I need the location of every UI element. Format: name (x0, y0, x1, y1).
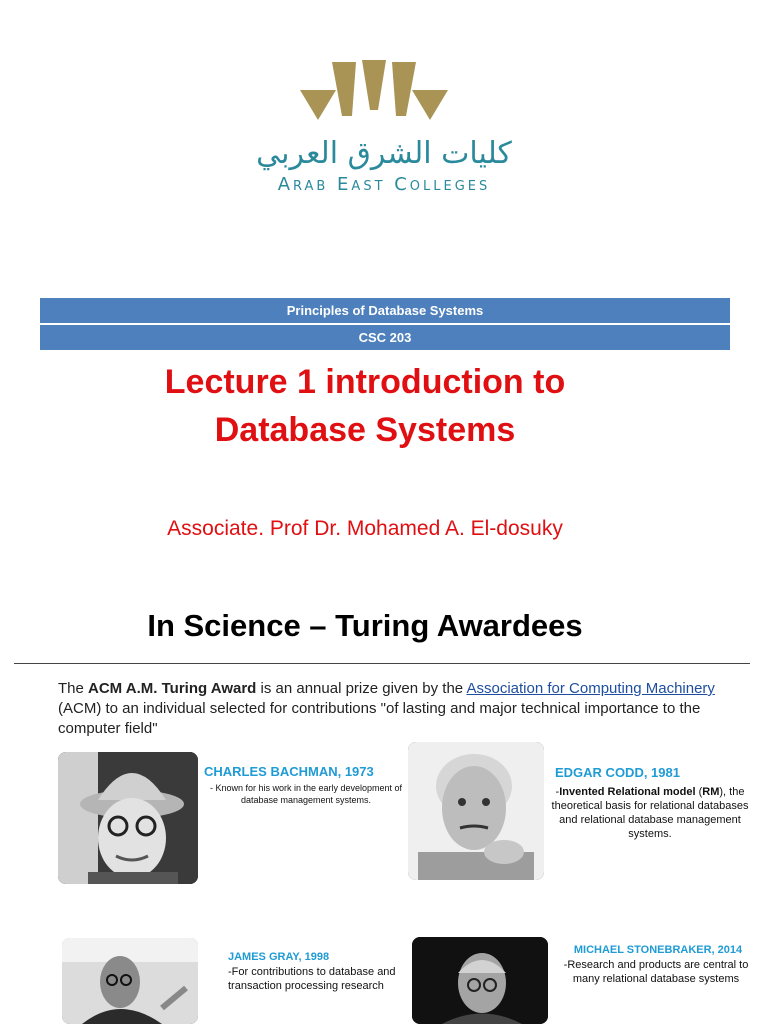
codd-desc-rest: ), the theoretical basis for relational databases and relational database management systems. (551, 786, 749, 840)
college-logo-icon (296, 58, 452, 120)
lecture-author: Associate. Prof Dr. Mohamed A. El-dosuky (167, 517, 563, 540)
stonebraker-photo (412, 937, 548, 1024)
codd-name: EDGAR CODD, 1981 (555, 765, 680, 780)
intro-paragraph (58, 679, 748, 739)
stonebraker-name: MICHAEL STONEBRAKER, 2014 (573, 944, 743, 956)
codd-desc-paren: ( (695, 786, 703, 798)
intro-mid: is an annual prize given by the (256, 680, 467, 697)
lecture-title-line1: Lecture 1 introduction to (164, 363, 566, 401)
college-english-name: Arab East Colleges (277, 174, 491, 195)
intro-suffix: (ACM) to an individual selected for contributions "of lasting and major technical importance to the computer field" (58, 700, 701, 737)
codd-desc-bold1: Invented Relational model (559, 786, 696, 798)
college-arabic-name: كليات الشرق العربي (256, 136, 512, 171)
intro-award: ACM A.M. Turing Award (88, 680, 257, 697)
bachman-description: - Known for his work in the early development of database management systems. (209, 783, 403, 805)
course-name-bar: Principles of Database Systems (40, 298, 730, 323)
section-divider (14, 663, 750, 664)
intro-prefix: The (58, 680, 89, 697)
bachman-photo (58, 752, 198, 884)
lecture-title-line2: Database Systems (214, 411, 516, 449)
acm-link[interactable]: Association for Computing Machinery (466, 680, 715, 697)
lecture-title (40, 358, 690, 454)
gray-photo (62, 938, 198, 1024)
codd-description (550, 785, 750, 841)
codd-desc-bold2: RM (702, 786, 720, 798)
gray-name: JAMES GRAY, 1998 (228, 951, 330, 963)
bachman-name: CHARLES BACHMAN, 1973 (204, 764, 374, 779)
stonebraker-description: -Research and products are central to many relational database systems (563, 959, 749, 985)
codd-photo (408, 742, 544, 880)
section-title: In Science – Turing Awardees (147, 608, 583, 643)
gray-description: -For contributions to database and transaction processing research (228, 966, 396, 992)
codd-desc-prefix: - (555, 786, 560, 798)
course-code-bar: CSC 203 (40, 325, 730, 350)
